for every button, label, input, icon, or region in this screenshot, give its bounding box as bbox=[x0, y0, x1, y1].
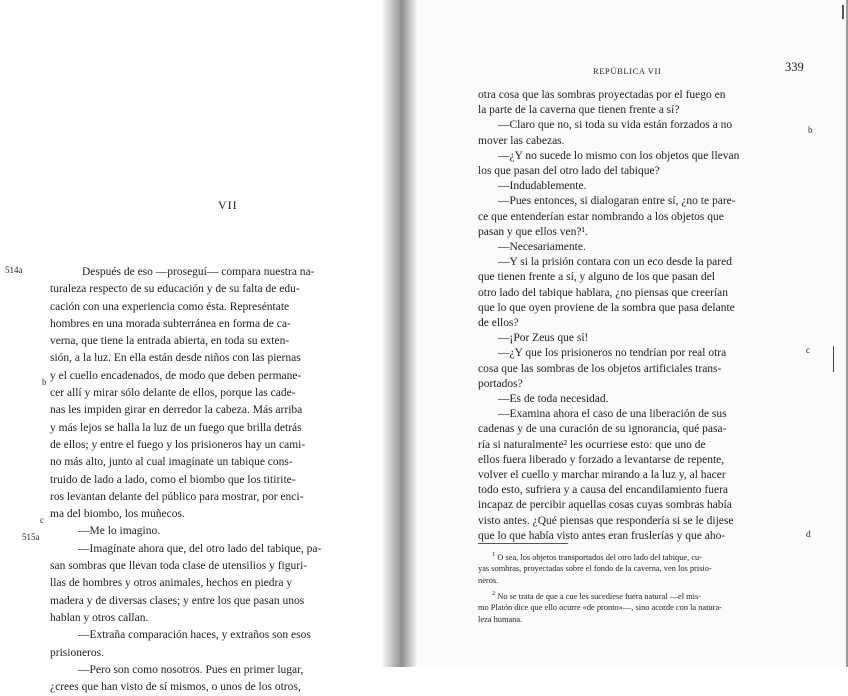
margin-note: b bbox=[42, 377, 47, 387]
text-line: los que pasan del otro lado del tabique? bbox=[478, 165, 660, 178]
text-line: —¡Por Zeus que sí! bbox=[498, 332, 589, 345]
text-line: turaleza respecto de su educación y de su falta de edu- bbox=[50, 283, 300, 296]
running-head: REPÚBLICA VII bbox=[593, 66, 662, 76]
footnote-rule bbox=[478, 543, 568, 544]
text-line: y el cuello encadenados, de modo que deben permane- bbox=[50, 369, 302, 382]
text-line: que lo que había visto antes eran fruslerías y que aho- bbox=[478, 529, 726, 542]
text-line: ros levantan delante del público para mostrar, por enci- bbox=[50, 490, 304, 503]
text-line: —Extraña comparación haces, y extraños son esos bbox=[78, 629, 311, 642]
text-line: pasan y que ellos ven?¹. bbox=[478, 225, 588, 238]
text-line: —Y si la prisión contara con un eco desde la pared bbox=[498, 256, 732, 269]
footnote-line bbox=[478, 588, 808, 602]
footnote-line: leza humana. bbox=[478, 614, 523, 624]
right-body-text bbox=[478, 88, 808, 544]
text-line: ma del biombo, los muñecos. bbox=[50, 508, 185, 521]
footnote-line: yas sombras, proyectadas sobre el fondo de la caverna, ven los prisio- bbox=[478, 564, 712, 574]
text-line: —Pues entonces, si dialogaran entre sí, ¿no te pare- bbox=[498, 195, 736, 208]
text-line: prisioneros. bbox=[50, 646, 104, 659]
text-line: ría si naturalmente² les ocurriese esto: que uno de bbox=[478, 438, 706, 451]
text-line: san sombras que llevan toda clase de utensilios y figuri- bbox=[50, 560, 308, 573]
text-line: portados? bbox=[478, 377, 523, 390]
text-line: —Claro que no, si toda su vida están forzados a no bbox=[498, 119, 733, 132]
footnote-2 bbox=[478, 588, 808, 626]
text-line: que lo que oyen proviene de la sombra que pasa delante bbox=[478, 301, 735, 314]
margin-note: 514a bbox=[5, 265, 23, 275]
text-line: que tienen frente a sí, y alguno de los que pasan del bbox=[478, 271, 715, 284]
text-line: —Necesariamente. bbox=[498, 241, 586, 254]
text-line: hablan y otros callan. bbox=[50, 611, 149, 624]
text-line: mover las cabezas. bbox=[478, 134, 565, 147]
text-line: cosa que las sombras de los objetos artificiales trans- bbox=[478, 362, 722, 375]
footnote-text: O sea, los objetos transportados del otro lado del tabique, cu- bbox=[497, 552, 703, 562]
text-line: —Es de toda necesidad. bbox=[498, 393, 609, 406]
margin-note: c bbox=[806, 345, 810, 355]
text-line: —Examina ahora el caso de una liberación de sus bbox=[498, 408, 727, 421]
footnote-line bbox=[478, 549, 808, 563]
edge-mark bbox=[842, 5, 844, 19]
margin-note: b bbox=[808, 125, 813, 135]
book-gutter bbox=[383, 0, 417, 667]
text-line: —¿Y que los prisioneros no tendrían por real otra bbox=[498, 347, 727, 360]
text-line: de ellos? bbox=[478, 317, 519, 330]
chapter-heading: VII bbox=[218, 198, 238, 212]
margin-note: c bbox=[40, 515, 44, 525]
text-line: nas les impiden girar en derredor la cabeza. Más arriba bbox=[50, 404, 303, 417]
footnote-number: 1 bbox=[492, 551, 496, 558]
edge-mark bbox=[833, 346, 834, 372]
text-line: ce que entenderían estar nombrando a los objetos que bbox=[478, 210, 724, 223]
margin-note: d bbox=[806, 529, 811, 539]
text-line: incapaz de percibir aquellas cosas cuyas sombras había bbox=[478, 499, 732, 512]
footnote-line: mo Platón dice que ello ocurre «de pronto»—, sino acorde con la natura- bbox=[478, 603, 722, 613]
text-line: sión, a la luz. En ella están desde niños con las piernas bbox=[50, 352, 301, 365]
text-line: de ellos; y entre el fuego y los prisioneros hay un cami- bbox=[50, 438, 306, 451]
text-line: llas de hombres y otros animales, hechos en piedra y bbox=[50, 577, 293, 590]
text-line: —Imagínate ahora que, del otro lado del tabique, pa- bbox=[78, 542, 322, 555]
text-line: cadenas y de una curación de su ignorancia, qué pasa- bbox=[478, 423, 727, 436]
text-line: todo esto, sufriera y a causa del encandilamiento fuera bbox=[478, 484, 729, 497]
footnote-text: No se trata de que a cue les sucediese fuera natural —el mis- bbox=[497, 591, 702, 601]
text-line: la parte de la caverna que tienen frente a sí? bbox=[478, 104, 680, 117]
text-line: cer allí y mirar sólo delante de ellos, porque las cade- bbox=[50, 387, 296, 400]
text-line: —¿Y no sucede lo mismo con los objetos que llevan bbox=[498, 149, 740, 162]
text-line: cación con una experiencia como ésta. Represéntate bbox=[50, 300, 290, 313]
footnote-number: 2 bbox=[492, 590, 496, 597]
left-body-text bbox=[50, 264, 383, 696]
margin-note: 515a bbox=[22, 532, 40, 542]
text-line: —Indudablemente. bbox=[498, 180, 587, 193]
text-line: volver el cuello y marchar mirando a la luz y, al hacer bbox=[478, 469, 726, 482]
text-line: no más alto, junto al cual imagínate un tabique cons- bbox=[50, 456, 293, 469]
left-page bbox=[0, 0, 400, 694]
text-line: y más lejos se halla la luz de un fuego que brilla detrás bbox=[50, 421, 302, 434]
footnote-1 bbox=[478, 549, 808, 587]
page-number: 339 bbox=[785, 60, 804, 74]
text-line: visto antes. ¿Qué piensas que respondería si se le dijese bbox=[478, 514, 734, 527]
text-line: verna, que tiene la entrada abierta, en toda su exten- bbox=[50, 335, 290, 348]
text-line: madera y de diversas clases; y entre los que pasan unos bbox=[50, 594, 305, 607]
text-line: —Pero son como nosotros. Pues en primer lugar, bbox=[78, 663, 304, 676]
text-line: hombres en una morada subterránea en forma de ca- bbox=[50, 317, 291, 330]
footnote-line: neros. bbox=[478, 575, 499, 585]
text-line: otra cosa que las sombras proyectadas por el fuego en bbox=[478, 89, 726, 101]
text-line: —Me lo imagino. bbox=[78, 525, 161, 538]
text-line: truido de lado a lado, como el biombo que los titirite- bbox=[50, 473, 296, 486]
text-line: ellos fuera liberado y forzado a levantarse de repente, bbox=[478, 453, 725, 466]
text-line: otro lado del tabique hablara, ¿no piensas que creerían bbox=[478, 286, 729, 299]
text-line: Después de eso —proseguí— compara nuestra na- bbox=[82, 266, 315, 278]
text-line: ¿crees que han visto de sí mismos, o unos de los otros, bbox=[50, 681, 301, 694]
